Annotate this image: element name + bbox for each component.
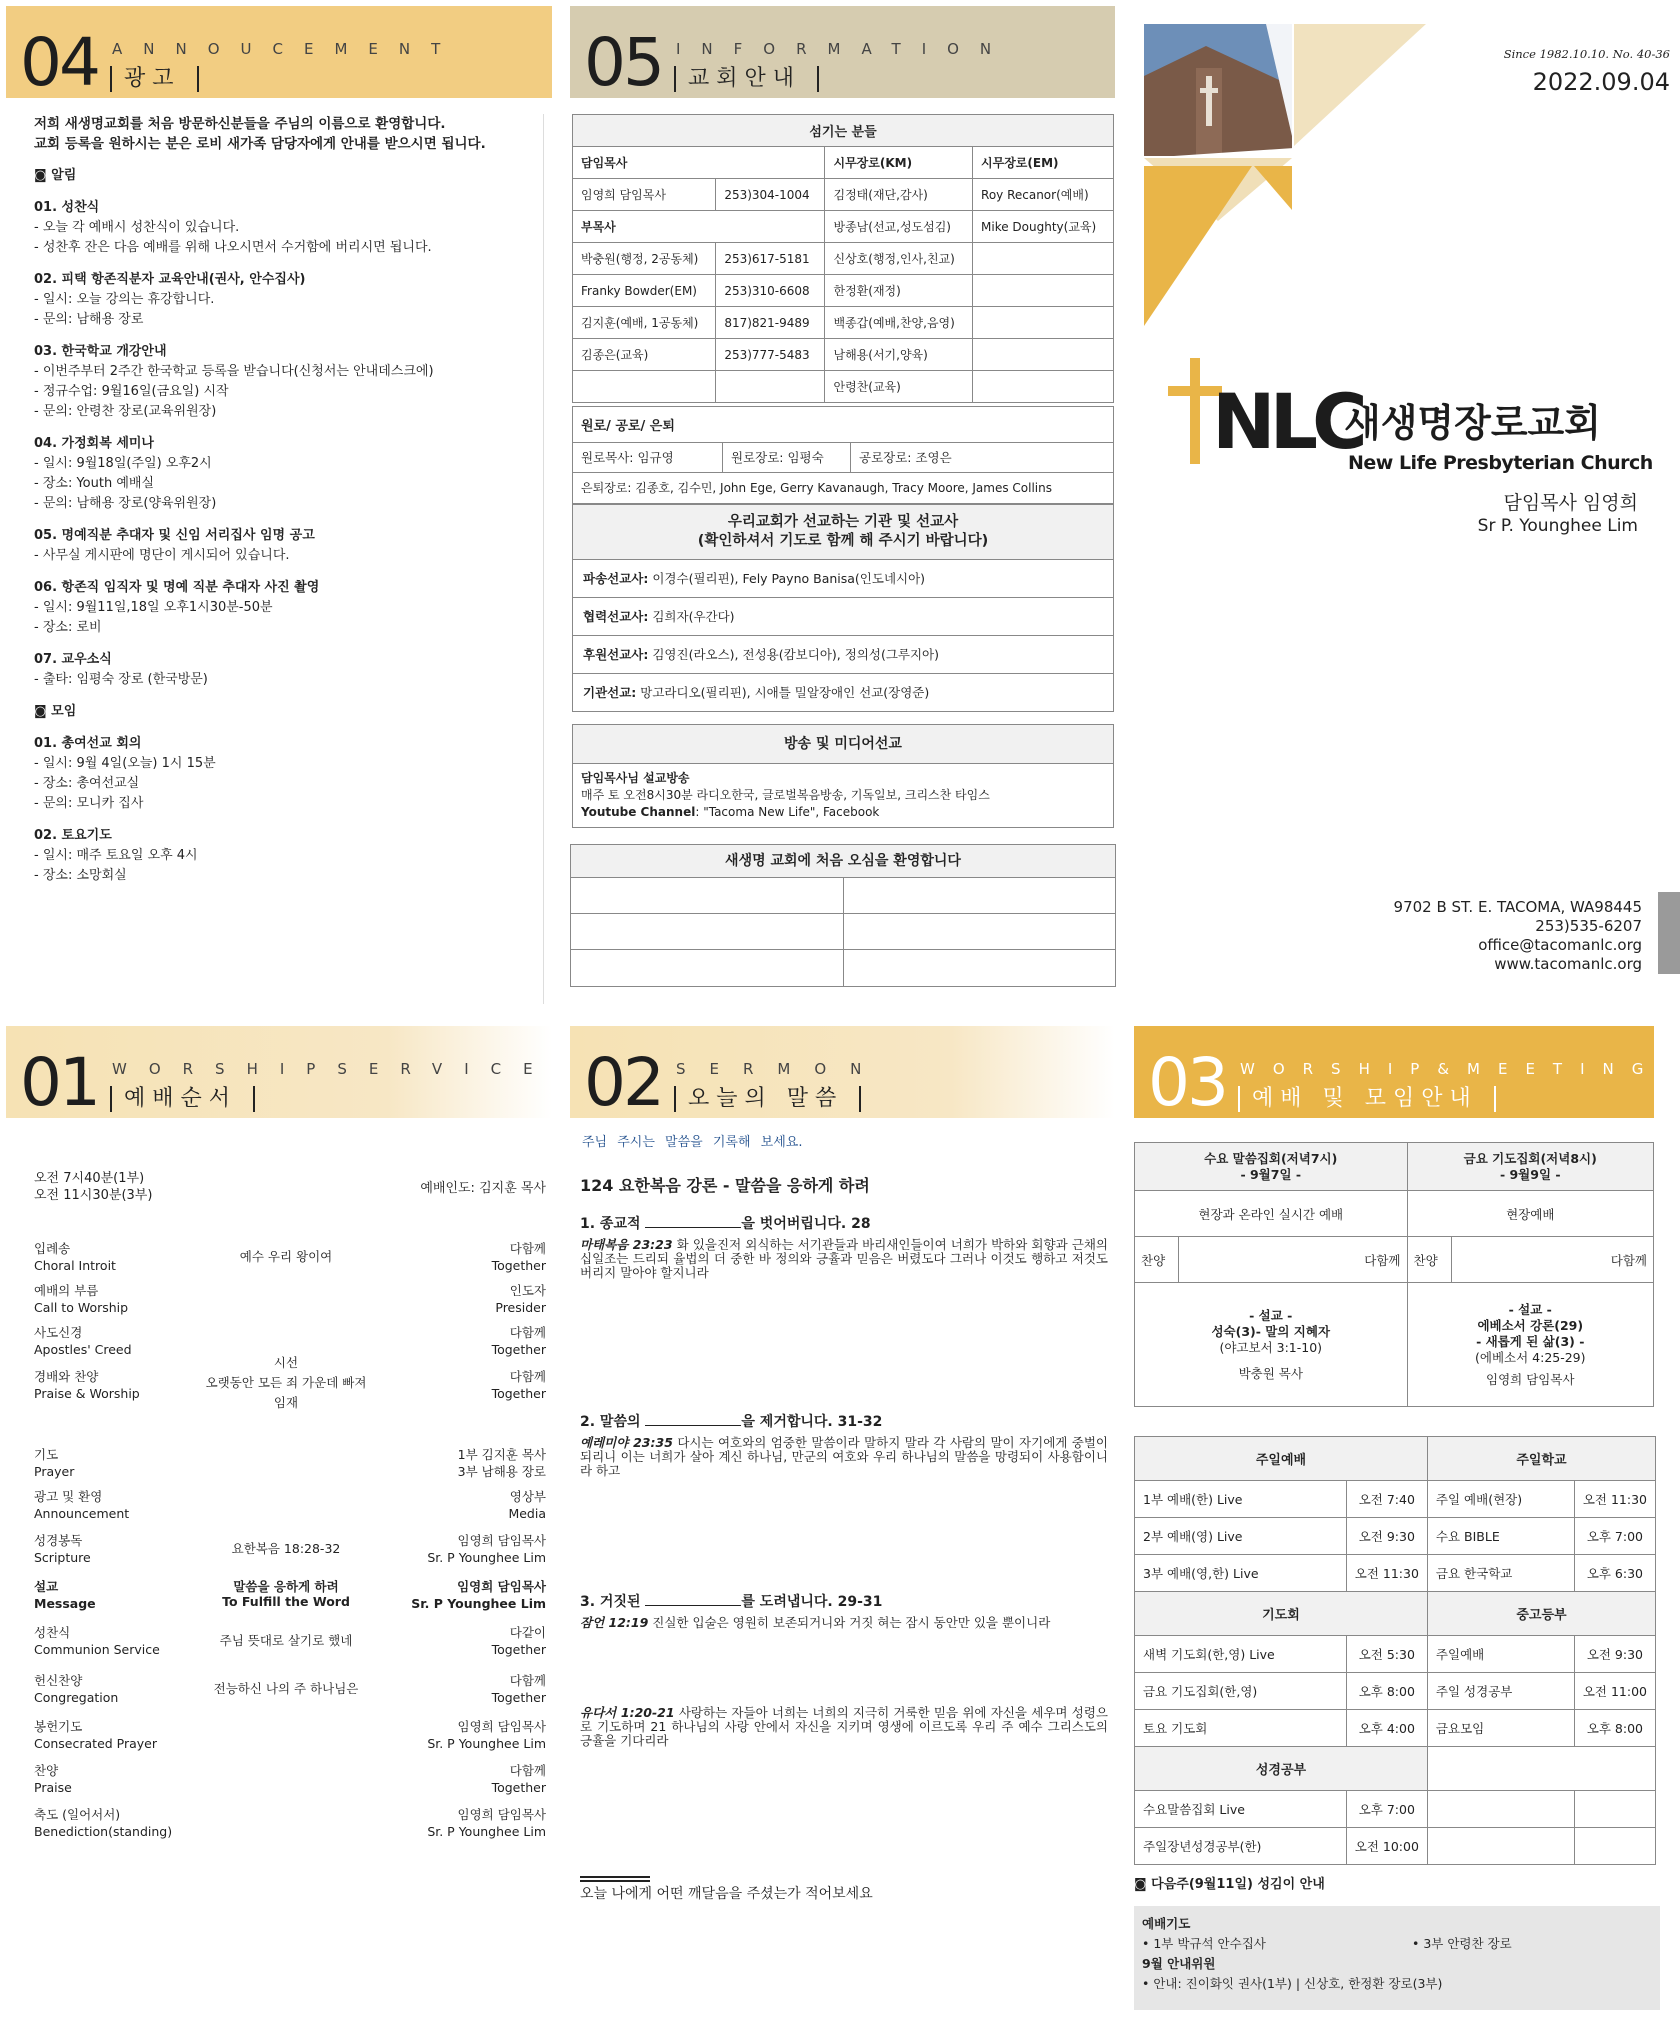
staff-table bbox=[572, 114, 1114, 403]
schedule-heading: 주일학교 bbox=[1427, 1437, 1655, 1481]
notice-detail: - 사무실 게시판에 명단이 게시되어 있습니다. bbox=[34, 548, 290, 563]
point-2: 2. 말씀의 을 제거합니다. 31-32 bbox=[580, 1414, 883, 1430]
schedule-name: 수요 BIBLE bbox=[1427, 1518, 1574, 1555]
service-item-korean: 사도신경 bbox=[34, 1325, 83, 1340]
service-item-leader: 임영희 담임목사 bbox=[457, 1533, 546, 1548]
service-item-leader: 다함께 bbox=[509, 1241, 546, 1256]
service-item-english: Call to Worship bbox=[34, 1300, 129, 1315]
service-item-leader-en: Together bbox=[491, 1342, 546, 1357]
sermon-label: - 설교 - bbox=[1249, 1307, 1293, 1323]
website-link[interactable]: www.tacomanlc.org bbox=[1494, 955, 1642, 973]
notice-detail: - 장소: Youth 예배실 bbox=[34, 476, 155, 491]
staff-cell: 김지훈(예배, 1공동체) bbox=[573, 307, 716, 339]
notice-detail: - 오늘 각 예배시 성찬식이 있습니다. bbox=[34, 220, 240, 235]
staff-table-title: 섬기는 분들 bbox=[573, 115, 1114, 147]
verse-2: 예레미야 23:35 다시는 여호와의 엄중한 말씀이라 말하지 말라 각 사람의 말이 자기에게 중벌이 되리니 이는 너희가 살아 계신 하나님, 만군의 여호와 우리 하나님의 말씀을 망령되이 사용함이니라 하고 bbox=[580, 1435, 1108, 1478]
schedule-name: 금요모임 bbox=[1427, 1710, 1574, 1747]
schedule-name: 금요 기도집회(한,영) bbox=[1135, 1673, 1347, 1710]
staff-cell: 김정태(재단,감사) bbox=[825, 179, 973, 211]
notice-title: 06. 항존직 임직자 및 명예 직분 추대자 사진 촬영 bbox=[34, 580, 320, 595]
welcome-title: 새생명 교회에 처음 오심을 환영합니다 bbox=[571, 845, 1115, 877]
section-korean-title: 오늘의 말씀 bbox=[674, 1086, 861, 1112]
schedule-heading: 기도회 bbox=[1135, 1592, 1428, 1636]
section-number: 02 bbox=[584, 1044, 662, 1121]
senior-pastor-english: Sr P. Younghee Lim bbox=[1477, 516, 1638, 536]
service-item-detail: 예수 우리 왕이여 bbox=[239, 1249, 333, 1264]
notice-item bbox=[34, 650, 543, 690]
schedule-time: 오전 5:30 bbox=[1346, 1636, 1427, 1673]
service-item-english: Announcement bbox=[34, 1506, 130, 1521]
sermon-preacher: 임영희 담임목사 bbox=[1486, 1371, 1575, 1387]
notice-item bbox=[34, 578, 543, 638]
sermon-subtitle: - 새롭게 된 삶(3) - bbox=[1476, 1333, 1585, 1349]
staff-cell: Franky Bowder(EM) bbox=[573, 275, 716, 307]
staff-cell: 백종갑(예배,찬양,음영) bbox=[825, 307, 973, 339]
schedule-time: 오전 11:30 bbox=[1574, 1481, 1655, 1518]
elder-item: 원로장로: 임평숙 bbox=[723, 443, 851, 472]
mission-label: 기관선교: bbox=[583, 685, 637, 700]
section-number: 01 bbox=[20, 1044, 98, 1121]
wed-date: - 9월7일 - bbox=[1240, 1166, 1302, 1182]
section-english-title: WORSHIP&MEETING bbox=[1240, 1060, 1662, 1078]
service-item-leader-en: Presider bbox=[495, 1300, 546, 1315]
verse-3: 잠언 12:19 진실한 입술은 영원히 보존되거니와 거짓 혀는 잠시 동안만 있을 뿐이니라 bbox=[580, 1615, 1051, 1630]
nlc-logo: NLC bbox=[1212, 377, 1362, 466]
mission-value: 김영진(라오스), 전성용(캄보디아), 정의성(그루지아) bbox=[648, 647, 940, 662]
prayer-heading: 예배기도 bbox=[1142, 1916, 1191, 1931]
notice-title: 02. 토요기도 bbox=[34, 828, 112, 843]
service-item-leader: 영상부 bbox=[509, 1489, 546, 1504]
notice-item bbox=[34, 826, 543, 886]
staff-cell: 253)310-6608 bbox=[716, 275, 825, 307]
media-line: 매주 토 오전8시30분 라디오한국, 글로벌복음방송, 기독일보, 크리스찬 타임스 bbox=[581, 788, 990, 802]
schedule-time: 오후 7:00 bbox=[1574, 1518, 1655, 1555]
service-item-leader: 임영희 담임목사 bbox=[457, 1807, 546, 1822]
service-item-detail: 전능하신 나의 주 하나님은 bbox=[213, 1681, 359, 1696]
section-english-title: ANNOUCEMENT bbox=[112, 40, 462, 58]
mission-title: 우리교회가 선교하는 기관 및 선교사 bbox=[727, 514, 959, 530]
mission-value: 김희자(우간다) bbox=[648, 609, 735, 624]
service-item-english: Praise & Worship bbox=[34, 1386, 140, 1401]
notice-detail: - 장소: 소망회실 bbox=[34, 868, 127, 883]
notice-detail: - 문의: 모니카 집사 bbox=[34, 796, 144, 811]
staff-cell: Mike Doughty(교육) bbox=[973, 211, 1114, 243]
section-english-title: SERMON bbox=[676, 1060, 886, 1078]
service-item-english: Apostles' Creed bbox=[34, 1342, 132, 1357]
staff-cell: Roy Recanor(예배) bbox=[973, 179, 1114, 211]
notice-detail: - 문의: 남해용 장로(양육위원장) bbox=[34, 496, 217, 511]
section-english-title: WORSHIPSERVICE bbox=[112, 1060, 555, 1078]
service-item-leader-en: Together bbox=[491, 1780, 546, 1795]
sermon-title: 124 요한복음 강론 - 말씀을 응하게 하려 bbox=[580, 1176, 870, 1195]
schedule-time: 오전 11:00 bbox=[1574, 1673, 1655, 1710]
weekly-schedule-table bbox=[1134, 1436, 1656, 1865]
mission-label: 협력선교사: bbox=[583, 609, 649, 624]
media-title: 방송 및 미디어선교 bbox=[573, 725, 1113, 763]
welcome-box bbox=[570, 844, 1116, 987]
staff-cell: 김종은(교육) bbox=[573, 339, 716, 371]
service-time: 오전 11시30분(3부) bbox=[34, 1188, 153, 1203]
schedule-time: 오전 9:30 bbox=[1574, 1636, 1655, 1673]
notice-item bbox=[34, 270, 543, 330]
sermon-preacher: 박충원 목사 bbox=[1238, 1365, 1303, 1381]
praise-label: 찬양 bbox=[1407, 1237, 1451, 1283]
section-korean-title: 교회안내 bbox=[674, 66, 819, 92]
service-item-leader-en: Together bbox=[491, 1690, 546, 1705]
service-item-leader: 다함께 bbox=[509, 1369, 546, 1384]
service-item-leader: 임영희 담임목사 bbox=[457, 1719, 546, 1734]
schedule-name: 1부 예배(한) Live bbox=[1135, 1481, 1347, 1518]
media-box bbox=[572, 724, 1114, 828]
notice-detail: - 장소: 로비 bbox=[34, 620, 102, 635]
notice-heading: ◙ 알림 bbox=[34, 168, 77, 183]
service-item-english: Choral Introit bbox=[34, 1258, 116, 1273]
praise-value: 다함께 bbox=[1451, 1237, 1653, 1283]
elder-km-heading: 시무장로(KM) bbox=[825, 147, 973, 179]
schedule-name: 주일 성경공부 bbox=[1427, 1673, 1574, 1710]
meeting-heading: ◙ 모임 bbox=[34, 704, 77, 719]
worship-leader: 예배인도: 김지훈 목사 bbox=[420, 1181, 546, 1196]
sermon-panel bbox=[570, 1026, 1115, 2036]
mission-label: 후원선교사: bbox=[583, 647, 649, 662]
notice-item bbox=[34, 434, 543, 514]
schedule-name: 금요 한국학교 bbox=[1427, 1555, 1574, 1592]
service-item-korean: 경배와 찬양 bbox=[34, 1369, 99, 1384]
media-line: 담임목사님 설교방송 bbox=[581, 771, 690, 785]
schedule-name: 수요말씀집회 Live bbox=[1135, 1791, 1347, 1828]
intro-line: 저희 새생명교회를 처음 방문하신분들을 주님의 이름으로 환영합니다. bbox=[34, 116, 446, 132]
wed-mode: 현장과 온라인 실시간 예배 bbox=[1135, 1191, 1408, 1237]
staff-cell: 남해용(서기,양육) bbox=[825, 339, 973, 371]
service-item-english: Message bbox=[34, 1596, 96, 1611]
service-item-korean: 축도 (일어서서) bbox=[34, 1807, 121, 1822]
service-item-korean: 예배의 부름 bbox=[34, 1283, 99, 1298]
notice-title: 05. 명예직분 추대자 및 신임 서리집사 임명 공고 bbox=[34, 528, 315, 543]
sermon-label: - 설교 - bbox=[1508, 1301, 1552, 1317]
elder-heading: 원로/ 공로/ 은퇴 bbox=[573, 407, 1113, 443]
notice-title: 01. 성찬식 bbox=[34, 200, 100, 215]
notice-detail: - 일시: 매주 토요일 오후 4시 bbox=[34, 848, 198, 863]
service-item-english: Benediction(standing) bbox=[34, 1824, 173, 1839]
elder-item: 원로목사: 임규영 bbox=[573, 443, 723, 472]
church-address bbox=[1394, 898, 1642, 974]
service-time: 오전 7시40분(1부) bbox=[34, 1171, 145, 1186]
sermon-scripture: (야고보서 3:1-10) bbox=[1219, 1339, 1323, 1355]
schedule-time: 오전 7:40 bbox=[1346, 1481, 1427, 1518]
service-item-korean: 헌신찬양 bbox=[34, 1673, 83, 1688]
service-item-korean: 성경봉독 bbox=[34, 1533, 83, 1548]
service-item-korean: 봉헌기도 bbox=[34, 1719, 83, 1734]
notice-detail: - 문의: 남해용 장로 bbox=[34, 312, 144, 327]
mission-label: 파송선교사: bbox=[583, 571, 649, 586]
notice-detail: - 정규수업: 9월16일(금요일) 시작 bbox=[34, 384, 229, 399]
notice-item bbox=[34, 342, 543, 422]
schedule-heading: 성경공부 bbox=[1135, 1747, 1428, 1791]
schedule-time: 오후 8:00 bbox=[1574, 1710, 1655, 1747]
section-number: 03 bbox=[1148, 1044, 1226, 1121]
schedule-time: 오전 11:30 bbox=[1346, 1555, 1427, 1592]
staff-cell bbox=[973, 339, 1114, 371]
service-item-english: Congregation bbox=[34, 1690, 119, 1705]
elder-section bbox=[572, 406, 1114, 504]
staff-cell bbox=[973, 243, 1114, 275]
service-item-detail: 시선 bbox=[273, 1355, 299, 1370]
notice-detail: - 일시: 9월 4일(오늘) 1시 15분 bbox=[34, 756, 216, 771]
schedule-name: 주일예배 bbox=[1427, 1636, 1574, 1673]
phone-line: 253)535-6207 bbox=[1535, 917, 1642, 935]
reflection-prompt: 오늘 나에게 어떤 깨달음을 주셨는가 적어보세요 bbox=[580, 1886, 873, 1902]
service-item-leader-en: Sr. P Younghee Lim bbox=[427, 1736, 546, 1751]
staff-cell bbox=[973, 307, 1114, 339]
service-item-detail: 임재 bbox=[273, 1395, 299, 1410]
reflection-rule bbox=[580, 1876, 650, 1882]
assoc-pastor-heading: 부목사 bbox=[573, 211, 825, 243]
mission-value: 망고라디오(필리핀), 시애틀 밀알장애인 선교(장영준) bbox=[636, 685, 930, 700]
prayer-item: • 3부 안령찬 장로 bbox=[1412, 1936, 1512, 1951]
issue-date: 2022.09.04 bbox=[1532, 68, 1670, 96]
fri-title: 금요 기도집회(저녁8시) bbox=[1463, 1150, 1597, 1166]
service-item-leader: 다함께 bbox=[509, 1325, 546, 1340]
schedule-heading: 주일예배 bbox=[1135, 1437, 1428, 1481]
point-3: 3. 거짓된 를 도려냅니다. 29-31 bbox=[580, 1594, 883, 1610]
service-item-leader-en: Together bbox=[491, 1642, 546, 1657]
schedule-name: 새벽 기도회(한,영) Live bbox=[1135, 1636, 1347, 1673]
sermon-title: 에베소서 강론(29) bbox=[1477, 1317, 1584, 1333]
service-item-leader: 다같이 bbox=[509, 1625, 546, 1640]
service-item-leader: 다함께 bbox=[509, 1763, 546, 1778]
church-name-korean: 새생명장로교회 bbox=[1344, 401, 1601, 445]
usher-heading: 9월 안내위원 bbox=[1142, 1956, 1216, 1971]
service-item-korean: 입례송 bbox=[34, 1241, 71, 1256]
service-item-leader-en: Together bbox=[491, 1386, 546, 1401]
sermon-title: 성숙(3)- 말의 지혜자 bbox=[1211, 1323, 1331, 1339]
schedule-time: 오전 10:00 bbox=[1346, 1828, 1427, 1865]
address-line: 9702 B ST. E. TACOMA, WA98445 bbox=[1393, 898, 1642, 916]
notice-item bbox=[34, 734, 543, 814]
section-english-title: INFORMATION bbox=[676, 40, 1013, 58]
schedule-name bbox=[1427, 1828, 1574, 1865]
staff-cell: 방종남(선교,성도섬김) bbox=[825, 211, 973, 243]
service-item-leader: 인도자 bbox=[509, 1283, 546, 1298]
church-name-english: New Life Presbyterian Church bbox=[1348, 452, 1653, 474]
service-item-detail: 요한복음 18:28-32 bbox=[231, 1541, 341, 1556]
section-korean-title: 예배 및 모임안내 bbox=[1238, 1086, 1496, 1112]
service-item-leader-en: 3부 남해용 장로 bbox=[457, 1464, 546, 1479]
schedule-time: 오전 9:30 bbox=[1346, 1518, 1427, 1555]
staff-cell: 신상호(행정,인사,친교) bbox=[825, 243, 973, 275]
schedule-time bbox=[1574, 1828, 1655, 1865]
section-korean-title: 광고 bbox=[110, 66, 199, 92]
section-number: 05 bbox=[584, 24, 662, 101]
announcement-body bbox=[34, 114, 544, 1004]
sermon-subtitle: 주님 주시는 말씀을 기록해 보세요. bbox=[582, 1135, 803, 1150]
schedule-name: 주일 예배(현장) bbox=[1427, 1481, 1574, 1518]
verse-4: 유다서 1:20-21 사랑하는 자들아 너희는 너희의 지극히 거룩한 믿음 위에 자신을 세우며 성령으로 기도하며 21 하나님의 사랑 안에서 자신을 지키며 영생에 이르도록 우리 주 예수 그리스도의 긍휼을 기다리라 bbox=[580, 1705, 1108, 1748]
notice-detail: - 출타: 임평숙 장로 (한국방문) bbox=[34, 672, 208, 687]
service-item-detail: To Fulfill the Word bbox=[222, 1594, 350, 1609]
midweek-table bbox=[1134, 1142, 1654, 1407]
service-item-detail: 말씀을 응하게 하려 bbox=[233, 1579, 339, 1594]
notice-title: 01. 총여선교 회의 bbox=[34, 736, 142, 751]
worship-panel bbox=[6, 1026, 555, 2036]
mission-subtitle: (확인하셔서 기도로 함께 해 주시기 바랍니다) bbox=[697, 533, 989, 549]
notice-list bbox=[34, 198, 543, 690]
schedule-time: 오후 8:00 bbox=[1346, 1673, 1427, 1710]
staff-cell: 박충원(행정, 2공동체) bbox=[573, 243, 716, 275]
announcement-panel bbox=[6, 6, 552, 1006]
intro-line: 교회 등록을 원하시는 분은 로비 새가족 담당자에게 안내를 받으시면 됩니다. bbox=[34, 136, 486, 152]
service-item-english: Consecrated Prayer bbox=[34, 1736, 158, 1751]
point-1: 1. 종교적 을 벗어버립니다. 28 bbox=[580, 1216, 871, 1232]
mission-box bbox=[572, 504, 1114, 712]
praise-label: 찬양 bbox=[1135, 1237, 1179, 1283]
elder-em-heading: 시무장로(EM) bbox=[973, 147, 1114, 179]
notice-title: 04. 가정회복 세미나 bbox=[34, 436, 154, 451]
staff-cell: 안령찬(교육) bbox=[825, 371, 973, 403]
next-week-box bbox=[1134, 1906, 1660, 2010]
prayer-item: • 1부 박규석 안수집사 bbox=[1142, 1936, 1266, 1951]
notice-detail: - 문의: 안령찬 장로(교육위원장) bbox=[34, 404, 217, 419]
notice-detail: - 일시: 오늘 강의는 휴강합니다. bbox=[34, 292, 215, 307]
notice-detail: - 이번주부터 2주간 한국학교 등록을 받습니다(신청서는 안내데스크에) bbox=[34, 364, 434, 379]
service-item-korean: 성찬식 bbox=[34, 1625, 71, 1640]
schedule-name: 토요 기도회 bbox=[1135, 1710, 1347, 1747]
service-item-leader-en: Sr. P Younghee Lim bbox=[427, 1824, 546, 1839]
usher-item: • 안내: 진이화잇 권사(1부) | 신상호, 한정환 장로(3부) bbox=[1142, 1976, 1443, 1991]
retired-elders: 은퇴장로: 김종호, 김수민, John Ege, Gerry Kavanaugh, Tracy Moore, James Collins bbox=[581, 481, 1052, 495]
notice-detail: - 일시: 9월11일,18일 오후1시30분-50분 bbox=[34, 600, 273, 615]
notice-detail: - 장소: 총여선교실 bbox=[34, 776, 140, 791]
service-item-detail: 오랫동안 모든 죄 가운데 빠져 bbox=[205, 1375, 367, 1390]
cover-panel bbox=[1134, 6, 1680, 1006]
praise-value: 다함께 bbox=[1179, 1237, 1408, 1283]
staff-cell: 임영희 담임목사 bbox=[573, 179, 716, 211]
pastor-heading: 담임목사 bbox=[573, 147, 825, 179]
service-item-leader-en: Sr. P Younghee Lim bbox=[411, 1596, 546, 1611]
service-item-english: Scripture bbox=[34, 1550, 91, 1565]
elder-item: 공로장로: 조영은 bbox=[859, 450, 952, 465]
fri-date: - 9월9일 - bbox=[1499, 1166, 1561, 1182]
staff-cell: 한정환(재정) bbox=[825, 275, 973, 307]
staff-cell: 253)617-5181 bbox=[716, 243, 825, 275]
mission-value: 이경수(필리핀), Fely Payno Banisa(인도네시아) bbox=[648, 571, 926, 586]
service-item-leader-en: Media bbox=[508, 1506, 546, 1521]
section-korean-title: 예배순서 bbox=[110, 1086, 255, 1112]
schedule-name: 주일장년성경공부(한) bbox=[1135, 1828, 1347, 1865]
schedule-time: 오후 4:00 bbox=[1346, 1710, 1427, 1747]
schedule-heading: 중고등부 bbox=[1427, 1592, 1655, 1636]
sermon-scripture: (에베소서 4:25-29) bbox=[1475, 1349, 1586, 1365]
service-item-leader-en: Together bbox=[491, 1258, 546, 1273]
service-item-korean: 광고 및 환영 bbox=[34, 1489, 103, 1504]
verse-1: 마태복음 23:23 화 있을진저 외식하는 서기관들과 바리새인들이여 너희가 박하와 회향과 근채의 십일조는 드리되 율법의 더 중한 바 정의와 긍휼과 믿음은 버렸도다 그러나 이것도 행하고 저것도 버리지 말아야 할지니라 bbox=[580, 1237, 1108, 1280]
senior-pastor-korean: 담임목사 임영희 bbox=[1503, 492, 1638, 514]
schedule-time: 오후 7:00 bbox=[1346, 1791, 1427, 1828]
accent-bar bbox=[1658, 892, 1680, 974]
meeting-list bbox=[34, 734, 543, 886]
schedule-name bbox=[1427, 1791, 1574, 1828]
youtube-label: Youtube Channel bbox=[581, 805, 696, 819]
next-week-notice: ◙ 다음주(9월11일) 성김이 안내 bbox=[1134, 1877, 1325, 1892]
schedule-name: 3부 예배(영,한) Live bbox=[1135, 1555, 1347, 1592]
fri-mode: 현장예배 bbox=[1407, 1191, 1653, 1237]
service-item-leader: 다함께 bbox=[509, 1673, 546, 1688]
email-link[interactable]: office@tacomanlc.org bbox=[1478, 936, 1642, 954]
wed-title: 수요 말씀집회(저녁7시) bbox=[1204, 1150, 1338, 1166]
meeting-panel bbox=[1134, 1026, 1680, 2036]
notice-item bbox=[34, 526, 543, 566]
service-item-english: Communion Service bbox=[34, 1642, 160, 1657]
service-item-leader-en: Sr. P Younghee Lim bbox=[427, 1550, 546, 1565]
notice-detail: - 성찬후 잔은 다음 예배를 위해 나오시면서 수거함에 버리시면 됩니다. bbox=[34, 240, 432, 255]
staff-cell: 253)304-1004 bbox=[716, 179, 825, 211]
church-photo-collage bbox=[1136, 16, 1466, 336]
staff-cell: 253)777-5483 bbox=[716, 339, 825, 371]
since-line: Since 1982.10.10. No. 40-36 bbox=[1503, 47, 1670, 61]
service-item-detail: 주님 뜻대로 살기로 했네 bbox=[219, 1633, 353, 1648]
service-item-leader: 임영희 담임목사 bbox=[457, 1579, 546, 1594]
staff-cell: 817)821-9489 bbox=[716, 307, 825, 339]
schedule-time bbox=[1574, 1791, 1655, 1828]
section-number: 04 bbox=[20, 24, 98, 101]
service-item-leader: 1부 김지훈 목사 bbox=[457, 1447, 546, 1462]
service-item-english: Prayer bbox=[34, 1464, 75, 1479]
notice-title: 02. 피택 항존직분자 교육안내(권사, 안수집사) bbox=[34, 272, 306, 287]
service-item-korean: 설교 bbox=[34, 1579, 59, 1594]
schedule-name: 2부 예배(영) Live bbox=[1135, 1518, 1347, 1555]
information-panel bbox=[570, 6, 1115, 1006]
youtube-value: : "Tacoma New Life", Facebook bbox=[695, 805, 880, 819]
notice-title: 03. 한국학교 개강안내 bbox=[34, 344, 167, 359]
service-item-korean: 찬양 bbox=[34, 1763, 59, 1778]
staff-cell bbox=[973, 275, 1114, 307]
notice-item bbox=[34, 198, 543, 258]
schedule-time: 오후 6:30 bbox=[1574, 1555, 1655, 1592]
service-item-english: Praise bbox=[34, 1780, 72, 1795]
service-item-korean: 기도 bbox=[34, 1447, 59, 1462]
notice-detail: - 일시: 9월18일(주일) 오후2시 bbox=[34, 456, 212, 471]
notice-title: 07. 교우소식 bbox=[34, 652, 112, 667]
